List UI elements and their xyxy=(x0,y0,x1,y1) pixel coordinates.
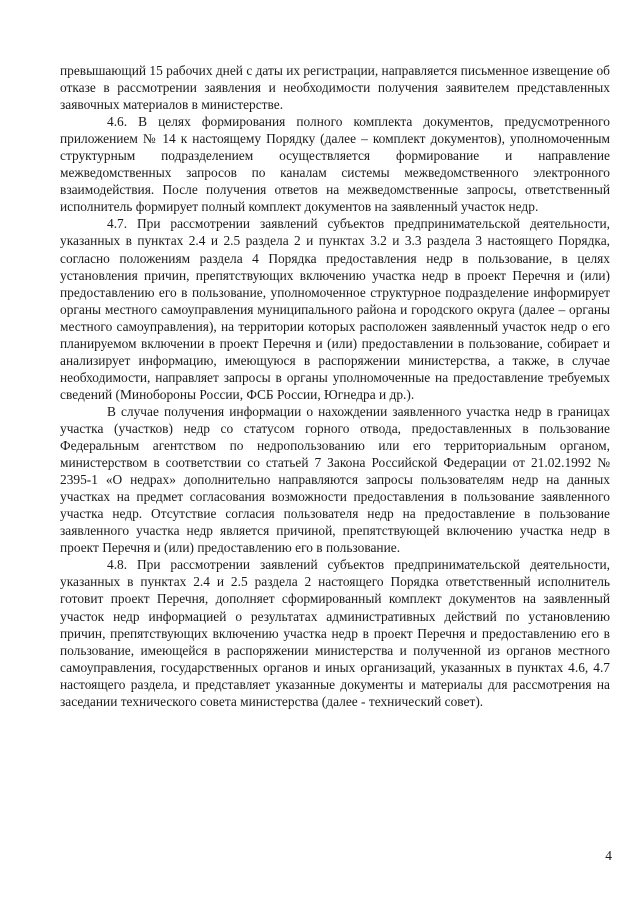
page-number: 4 xyxy=(605,848,612,863)
paragraph-4-7: 4.7. При рассмотрении заявлений субъектов предпринимательской деятельности, указанных в пунктах 2.4 и 2.5 раздела 2 и пунктах 3.2 и 3.3 раздела 3 настоящего Порядка, согласно положениям раздела 4 Порядка предоставления недр в пользование, в целях установления причин, препятствующих включению участка недр в проект Перечня и (или) предоставлению его в пользование, уполномоченное структурное подразделение информирует органы местного самоуправления муниципального района и городского округа (далее – органы местного самоуправления), на территории которых расположен заявленный участок недр о его планируемом включении в проект Перечня и (или) предоставлении в пользование, собирает и анализирует информацию, имеющуюся в распоряжении министерства, а также, в случае необходимости, направляет запросы в органы уполномоченные на предоставление требуемых сведений (Минобороны России, ФСБ России, Югнедра и др.). xyxy=(60,216,610,402)
paragraph-4-6: 4.6. В целях формирования полного комплекта документов, предусмотренного приложением № 14 к настоящему Порядку (далее – комплект документов), уполномоченным структурным подразделением осуществляется формирование и направление межведомственных запросов по каналам системы межведомственного электронного взаимодействия. После получения ответов на межведомственные запросы, ответственный исполнитель формирует полный комплект документов на заявленный участок недр. xyxy=(60,114,610,215)
paragraph-4-8: 4.8. При рассмотрении заявлений субъектов предпринимательской деятельности, указанных в пунктах 2.4 и 2.5 раздела 2 настоящего Порядка ответственный исполнитель готовит проект Перечня, дополняет сформированный комплект документов на заявленный участок недр информацией о результатах административных действий по установлению причин, препятствующих включению участка недр в проект Перечня и предоставлению его в пользование, имеющейся в распоряжении министерства и полученной из органов местного самоуправления, государственных органов и иных организаций, указанных в пунктах 4.6, 4.7 настоящего раздела, и представляет указанные документы и материалы для рассмотрения на заседании технического совета министерства (далее - технический совет). xyxy=(60,557,610,709)
paragraph-mining-allotment: В случае получения информации о нахождении заявленного участка недр в границах участка (участков) недр со статусом горного отвода, предоставленных в пользование Федеральным агентством по недропользованию или его территориальным органом, министерством в соответствии со статьей 7 Закона Российской Федерации от 21.02.1992 № 2395-1 «О недрах» дополнительно направляются запросы пользователям недр на данных участках на предмет согласования возможности предоставления в пользование заявленного участка недр. Отсутствие согласия пользователя недр на предоставление в пользование заявленного участка недр является причиной, препятствующей включению участка недр в проект Перечня и (или) предоставлению его в пользование. xyxy=(60,403,610,556)
paragraph-continuation: превышающий 15 рабочих дней с даты их регистрации, направляется письменное извещение об отказе в рассмотрении заявления и необходимости получения заявителем представленных заявочных материалов в министерстве. xyxy=(60,63,610,113)
body-text xyxy=(60,62,610,710)
